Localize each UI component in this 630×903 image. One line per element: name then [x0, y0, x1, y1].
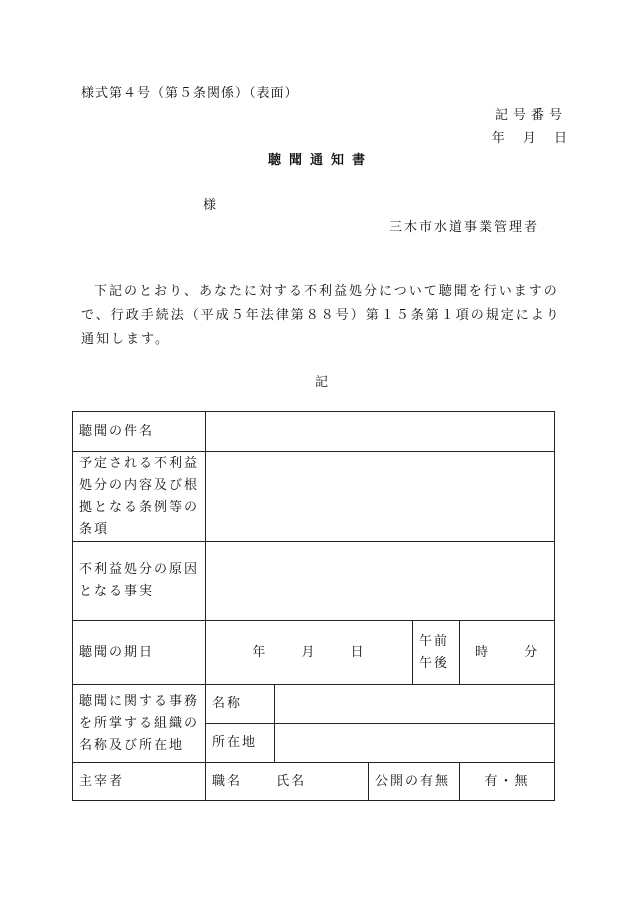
date-label: 聴聞の期日	[73, 621, 206, 685]
cause-label: 不利益処分の原因となる事実	[73, 542, 206, 621]
org-location-label: 所在地	[206, 724, 275, 763]
cause-value	[206, 542, 555, 621]
sender-name: 三木市水道事業管理者	[389, 220, 540, 235]
org-name-label: 名称	[206, 685, 275, 724]
disposition-value	[206, 452, 555, 542]
document-title: 聴聞通知書	[268, 153, 374, 168]
ampm-label: 午前午後	[413, 621, 460, 685]
hearing-details-table	[72, 411, 555, 801]
notice-body: 下記のとおり、あなたに対する不利益処分について聴聞を行いますので、行政手続法（平成５年法律第８８号）第１５条第１項の規定により通知します。	[81, 284, 561, 347]
disposition-label: 予定される不利益処分の内容及び根拠となる条例等の条項	[73, 452, 206, 542]
time-value: 時 分	[460, 621, 555, 685]
subject-value	[206, 412, 555, 452]
presider-value: 職名 氏名	[206, 763, 369, 801]
org-label: 聴聞に関する事務を所掌する組織の名称及び所在地	[73, 685, 206, 763]
record-number-label: 記号番号	[494, 108, 567, 123]
public-label: 公開の有無	[369, 763, 460, 801]
presider-label: 主宰者	[73, 763, 206, 801]
record-date-label: 年 月 日	[491, 131, 567, 146]
public-value: 有・無	[460, 763, 555, 801]
org-name-value	[275, 685, 555, 724]
subject-label: 聴聞の件名	[73, 412, 206, 452]
org-location-value	[275, 724, 555, 763]
ki-heading: 記	[315, 375, 329, 390]
addressee-suffix: 様	[203, 198, 217, 213]
form-label: 様式第４号（第５条関係）（表面）	[81, 86, 299, 101]
date-value: 年 月 日	[206, 621, 413, 685]
